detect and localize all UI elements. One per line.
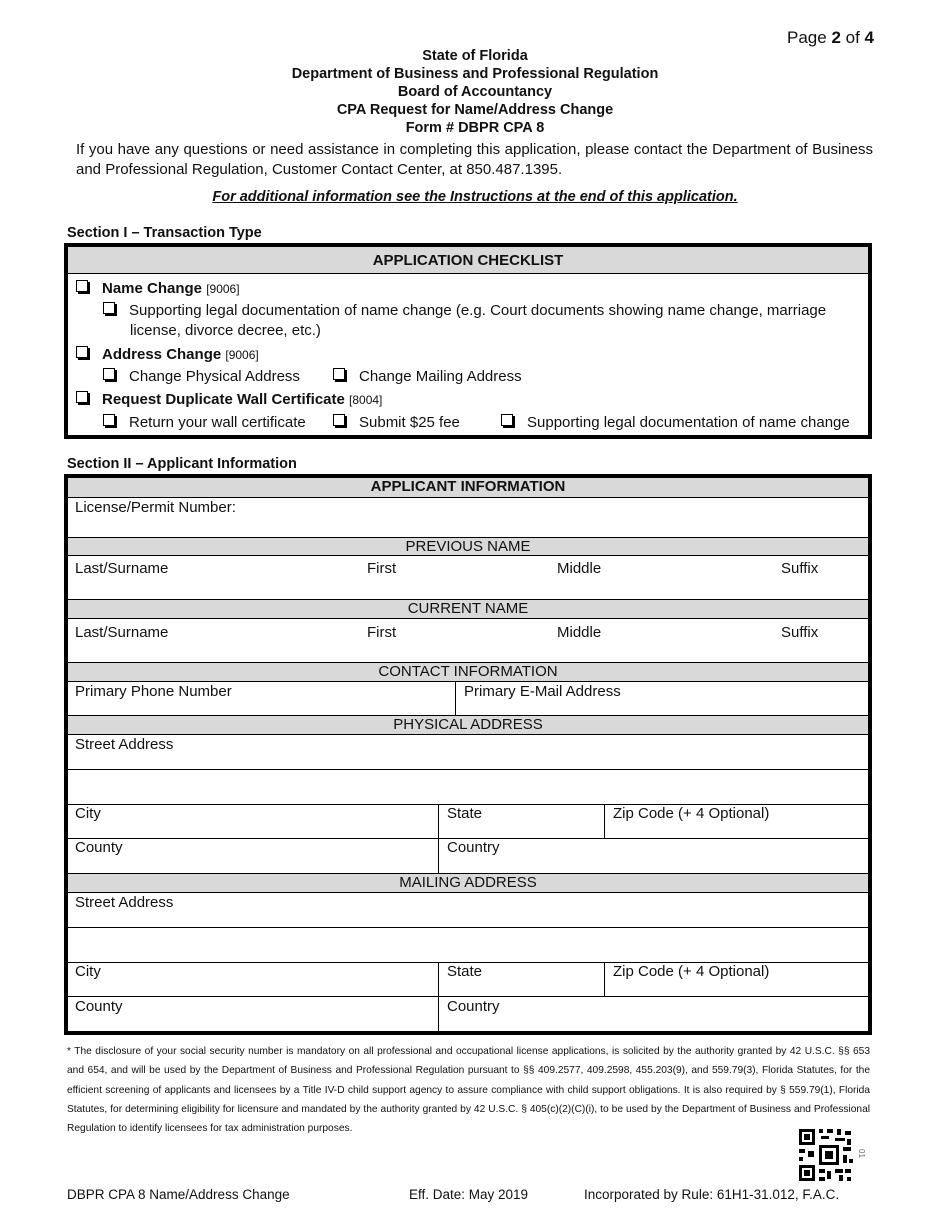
physical-zip-field[interactable]: Zip Code (+ 4 Optional)	[613, 805, 770, 822]
footer-form-name: DBPR CPA 8 Name/Address Change	[67, 1187, 290, 1202]
additional-info-note: For additional information see the Instructions at the end of this application.	[212, 189, 738, 205]
page-number: Page 2 of 4	[787, 28, 874, 47]
legal-doc-option[interactable]: Supporting legal documentation of name change	[501, 414, 850, 431]
footer-rule: Incorporated by Rule: 61H1-31.012, F.A.C.	[584, 1187, 840, 1202]
email-field[interactable]: Primary E-Mail Address	[464, 683, 621, 700]
mailing-zip-field[interactable]: Zip Code (+ 4 Optional)	[613, 963, 770, 980]
ssn-disclosure-footnote: * The disclosure of your social security number is mandatory on all professional and occupational license applications, is solicited by the authority granted by 42 U.S.C. §§ 653 and 654, and will be used by the Department of Business and Professional Regulation pursuant to §§ 409.2577, 409.2598, 455.203(9), and 559.79(3), Florida Statutes, for the efficient screening of applicants and licensees by a Title IV-D child support agency to assure compliance with child support obligations. It is also required by § 559.79(1), Florida Statutes, for determining eligibility for licensure and mandated by the authority granted by 42 U.S.C. § 405(c)(2)(C)(i), to be used by the Department of Business and Professional Regulation to identify licensees for tax administration purposes.	[67, 1046, 870, 1135]
name-change-option[interactable]: Name Change [9006]	[76, 280, 240, 297]
mailing-county-field[interactable]: County	[75, 998, 123, 1015]
application-checklist	[64, 243, 872, 439]
intro-paragraph: If you have any questions or need assistance in completing this application, please contact the Department of Business and Professional Regulation, Customer Contact Center, at 850.487.1395.	[76, 141, 873, 178]
header-form-title: CPA Request for Name/Address Change	[336, 102, 614, 118]
previous-middle-field[interactable]: Middle	[557, 560, 602, 577]
return-certificate-option[interactable]: Return your wall certificate	[103, 414, 306, 431]
qr-code-icon	[797, 1127, 855, 1183]
form-header	[0, 47, 950, 137]
mailing-country-field[interactable]: Country	[447, 998, 500, 1015]
previous-last-field[interactable]: Last/Surname	[75, 560, 169, 577]
duplicate-certificate-option[interactable]: Request Duplicate Wall Certificate [8004]	[76, 391, 382, 408]
header-department: Department of Business and Professional Regulation	[291, 66, 659, 82]
checklist-band: APPLICATION CHECKLIST	[68, 247, 868, 274]
checkbox-icon[interactable]	[76, 391, 88, 403]
mailing-state-field[interactable]: State	[447, 963, 483, 980]
current-name-band: CURRENT NAME	[68, 599, 868, 619]
qr-label: 01	[856, 1149, 866, 1158]
submit-fee-option[interactable]: Submit $25 fee	[333, 414, 460, 431]
section-1-title: Section I – Transaction Type	[67, 225, 262, 241]
mailing-city-field[interactable]: City	[75, 963, 101, 980]
checkbox-icon[interactable]	[333, 368, 345, 380]
current-suffix-field[interactable]: Suffix	[781, 624, 819, 641]
checkbox-icon[interactable]	[76, 280, 88, 292]
phone-field[interactable]: Primary Phone Number	[75, 683, 232, 700]
checkbox-icon[interactable]	[103, 368, 115, 380]
name-change-doc-option[interactable]: Supporting legal documentation of name change (e.g. Court documents showing name change, marriage	[103, 302, 826, 319]
checkbox-icon[interactable]	[76, 346, 88, 358]
physical-county-field[interactable]: County	[75, 839, 123, 856]
current-middle-field[interactable]: Middle	[557, 624, 602, 641]
physical-city-field[interactable]: City	[75, 805, 101, 822]
current-last-field[interactable]: Last/Surname	[75, 624, 169, 641]
checkbox-icon[interactable]	[103, 302, 115, 314]
previous-first-field[interactable]: First	[367, 560, 397, 577]
address-change-option[interactable]: Address Change [9006]	[76, 346, 259, 363]
name-change-doc-continued: license, divorce decree, etc.)	[130, 322, 321, 339]
license-field[interactable]: License/Permit Number:	[75, 499, 236, 516]
header-board: Board of Accountancy	[397, 84, 553, 100]
header-state: State of Florida	[422, 48, 528, 64]
applicant-information-table	[64, 474, 872, 1035]
previous-name-band: PREVIOUS NAME	[68, 537, 868, 556]
checkbox-icon[interactable]	[501, 414, 513, 426]
mailing-address-band: MAILING ADDRESS	[68, 873, 868, 893]
checkbox-icon[interactable]	[103, 414, 115, 426]
footer-effective-date: Eff. Date: May 2019	[409, 1187, 529, 1202]
change-physical-option[interactable]: Change Physical Address	[103, 368, 300, 385]
checkbox-icon[interactable]	[333, 414, 345, 426]
physical-street-field[interactable]: Street Address	[75, 736, 174, 753]
change-mailing-option[interactable]: Change Mailing Address	[333, 368, 522, 385]
previous-suffix-field[interactable]: Suffix	[781, 560, 819, 577]
mailing-street-field[interactable]: Street Address	[75, 894, 174, 911]
contact-information-band: CONTACT INFORMATION	[68, 662, 868, 682]
current-first-field[interactable]: First	[367, 624, 397, 641]
physical-address-band: PHYSICAL ADDRESS	[68, 715, 868, 735]
applicant-info-band: APPLICANT INFORMATION	[68, 478, 868, 498]
section-2-title: Section II – Applicant Information	[67, 456, 297, 472]
physical-country-field[interactable]: Country	[447, 839, 500, 856]
header-form-number: Form # DBPR CPA 8	[405, 120, 545, 136]
physical-state-field[interactable]: State	[447, 805, 483, 822]
